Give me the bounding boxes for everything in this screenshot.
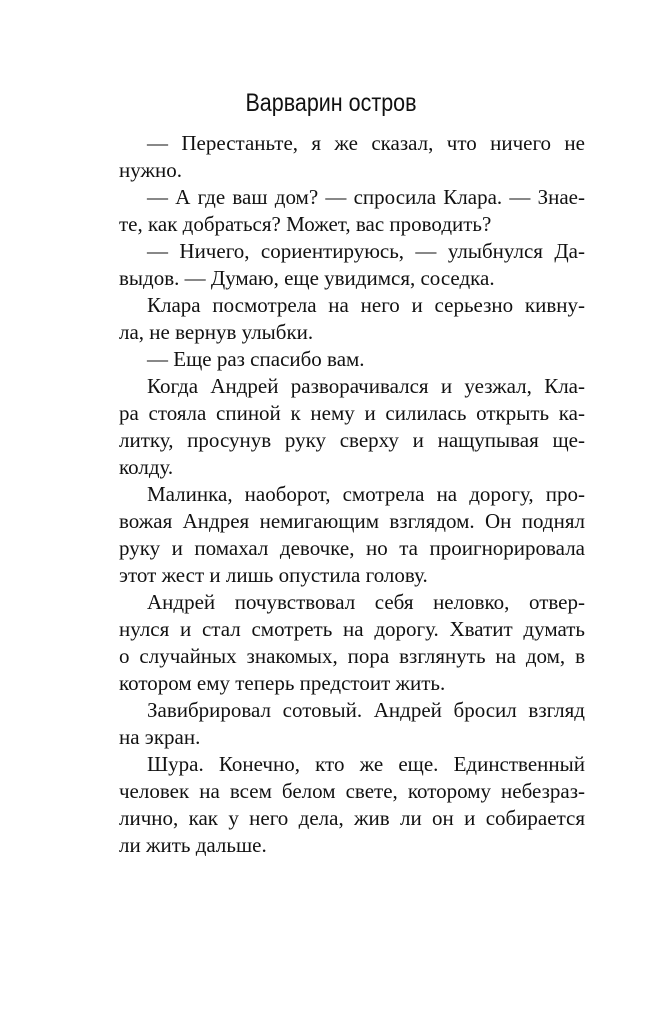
text-line: Шура. Конечно, кто же еще. Единственный [147,752,585,776]
text-line: — Перестаньте, я же сказал, что ничего не [147,131,585,155]
paragraph [119,697,585,751]
text-line: — Ничего, сориентируюсь, — улыбнулся Да- [147,239,585,263]
text-line: — А где ваш дом? — спросила Клара. — Знае- [147,185,585,209]
text-line: Малинка, наоборот, смотрела на дорогу, про- [147,482,585,506]
text-line: руку и помахал девочке, но та проигнорировала [119,536,585,560]
text-line: выдов. — Думаю, еще увидимся, соседка. [119,266,495,290]
text-body [119,130,585,859]
text-line: ра стояла спиной к нему и силилась открыть ка- [119,401,585,425]
text-line: о случайных знакомых, пора взглянуть на дом, в [119,644,585,668]
paragraph [119,184,585,238]
paragraph [119,589,585,697]
text-line: нужно. [119,158,182,182]
text-line: колду. [119,455,174,479]
text-line: нулся и стал смотреть на дорогу. Хватит думать [119,617,585,641]
text-line: этот жест и лишь опустила голову. [119,563,428,587]
paragraph [119,481,585,589]
paragraph [119,346,585,373]
text-line: котором ему теперь предстоит жить. [119,671,446,695]
paragraph [119,292,585,346]
text-line: вожая Андрея немигающим взглядом. Он поднял [119,509,585,533]
text-line: Клара посмотрела на него и серьезно кивну- [147,293,585,317]
text-line: Андрей почувствовал себя неловко, отвер- [147,590,585,614]
text-line: человек на всем белом свете, которому небезраз- [119,779,585,803]
text-line: — Еще раз спасибо вам. [147,347,365,371]
paragraph [119,130,585,184]
text-line: лично, как у него дела, жив ли он и собирается [119,806,585,830]
text-line: литку, просунув руку сверху и нащупывая ще- [119,428,585,452]
text-line: на экран. [119,725,201,749]
text-line: Завибрировал сотовый. Андрей бросил взгляд [147,698,585,722]
paragraph [119,238,585,292]
running-title: Варварин остров [245,89,417,117]
text-line: ла, не вернув улыбки. [119,320,314,344]
paragraph [119,373,585,481]
text-line: те, как добраться? Может, вас проводить? [119,212,492,236]
text-line: Когда Андрей разворачивался и уезжал, Кла- [147,374,585,398]
text-line: ли жить дальше. [119,833,267,857]
paragraph [119,751,585,859]
